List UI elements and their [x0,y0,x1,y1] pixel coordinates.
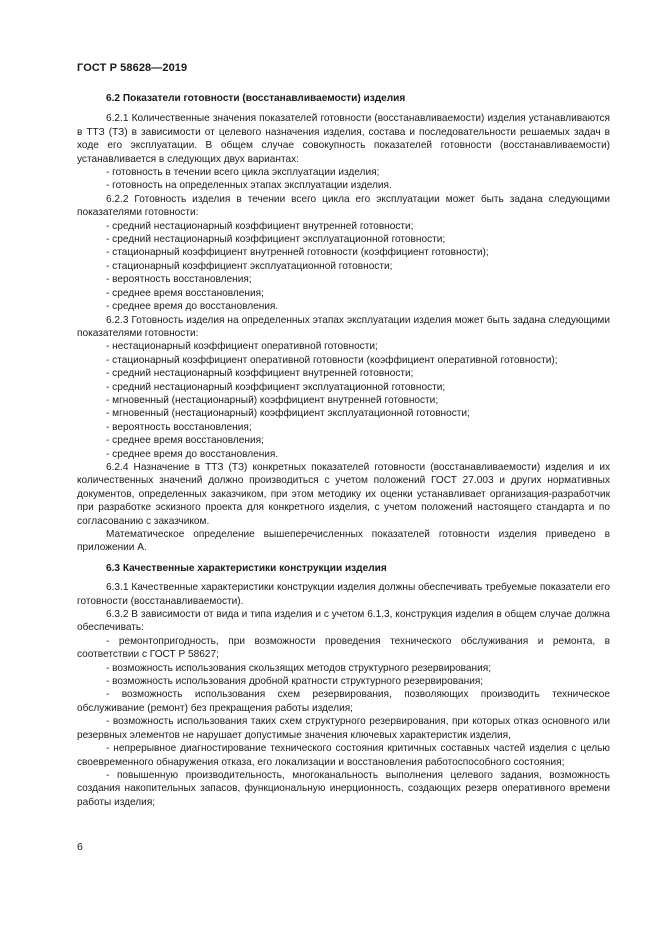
page-number: 6 [77,841,83,853]
list-item: - непрерывное диагностирование технического состояния критичных составных частей изделия с целью своевременного обнаружения отказа, его локализации и восстановления работоспособного состояния; [77,743,610,768]
list-item: - среднее время восстановления; [106,287,264,299]
document-body [77,92,610,809]
list-item: - среднее время восстановления; [106,435,264,447]
list-item: - средний нестационарный коэффициент эксплуатационной готовности; [106,234,446,246]
paragraph-6-2-2: 6.2.2 Готовность изделия в течении всего цикла его эксплуатации может быть задана следующими показателями готовности: [77,193,610,219]
paragraph-6-3-1: 6.3.1 Качественные характеристики конструкции изделия должны обеспечивать требуемые показатели его готовности (восстанавливаемости). [77,582,610,607]
list-item: - стационарный коэффициент внутренней готовности (коэффициент готовности); [106,247,489,259]
list-item: - средний нестационарный коэффициент внутренней готовности; [106,368,414,380]
paragraph-6-2-3: 6.2.3 Готовность изделия на определенных этапах эксплуатации изделия может быть задана следующими показателями готовности: [77,314,610,339]
list-item: - готовность в течении всего цикла эксплуатации изделия; [106,167,380,179]
list-item: - стационарный коэффициент оперативной готовности (коэффициент оперативной готовности); [106,354,558,366]
list-item: - среднее время до восстановления. [106,301,279,313]
paragraph-6-3-2: 6.3.2 В зависимости от вида и типа изделия и с учетом 6.1.3, конструкция изделия в общем случае должна обеспечивать: [77,609,610,634]
list-item: - мгновенный (нестационарный) коэффициент эксплуатационной готовности; [106,408,470,420]
document-header: ГОСТ Р 58628—2019 [77,62,188,74]
list-item: - возможность использования дробной кратности структурного резервирования; [106,676,484,688]
list-item: - готовность на определенных этапах эксплуатации изделия. [106,180,392,192]
section-6-2-heading: 6.2 Показатели готовности (восстанавливаемости) изделия [106,93,406,104]
list-item: - вероятность восстановления; [106,421,252,433]
list-item: - средний нестационарный коэффициент внутренней готовности; [106,220,414,232]
list-item: - нестационарный коэффициент оперативной готовности; [106,341,378,353]
list-item: - вероятность восстановления; [106,274,252,286]
list-item: - возможность использования скользящих методов структурного резервирования; [106,662,492,674]
paragraph-6-2-1: 6.2.1 Количественные значения показателей готовности (восстанавливаемости) изделия устанавливаются в ТТЗ (ТЗ) в зависимости от целевого назначения изделия, состава и последовательности решаемых задач в ходе его эксплуатации. В общем случае совокупность показателей готовности (восстанавливаемости) устанавливается в следующих двух вариантах: [77,113,610,165]
list-item: - стационарный коэффициент эксплуатационной готовности; [106,260,393,272]
paragraph-math-definition: Математическое определение вышеперечисленных показателей готовности изделия приведено в приложении А. [77,529,610,554]
list-item: - среднее время до восстановления. [106,448,279,460]
list-item: - ремонтопригодность, при возможности проведения технического обслуживания и ремонта, в соответствии с ГОСТ Р 58627; [77,635,610,661]
section-6-3-heading: 6.3 Качественные характеристики конструкции изделия [106,562,387,574]
list-item: - повышенную производительность, многоканальность выполнения целевого задания, возможность создания накопительных запасов, функциональную инерционность, создающих резерв оперативного времени работы изделия; [77,769,610,808]
list-item: - возможность использования схем резервирования, позволяющих производить техническое обслуживание (ремонт) без прекращения работы изделия; [77,689,610,714]
list-item: - возможность использования таких схем структурного резервирования, при которых отказ основного или резервных элементов не нарушает допустимые значения ключевых характеристик изделия, [77,716,610,741]
list-item: - средний нестационарный коэффициент эксплуатационной готовности; [106,381,446,393]
list-item: - мгновенный (нестационарный) коэффициент внутренней готовности; [106,394,439,406]
paragraph-6-2-4: 6.2.4 Назначение в ТТЗ (ТЗ) конкретных показателей готовности (восстанавливаемости) изделия и их количественных значений должно производиться с учетом положений ГОСТ 27.003 и других нормативных документов, определенных заказчиком, при этом методику их оценки устанавливает организация-разработчик при разработке эскизного проекта для конкретного изделия, с учетом положений настоящего стандарта и по согласованию с заказчиком. [77,461,610,527]
